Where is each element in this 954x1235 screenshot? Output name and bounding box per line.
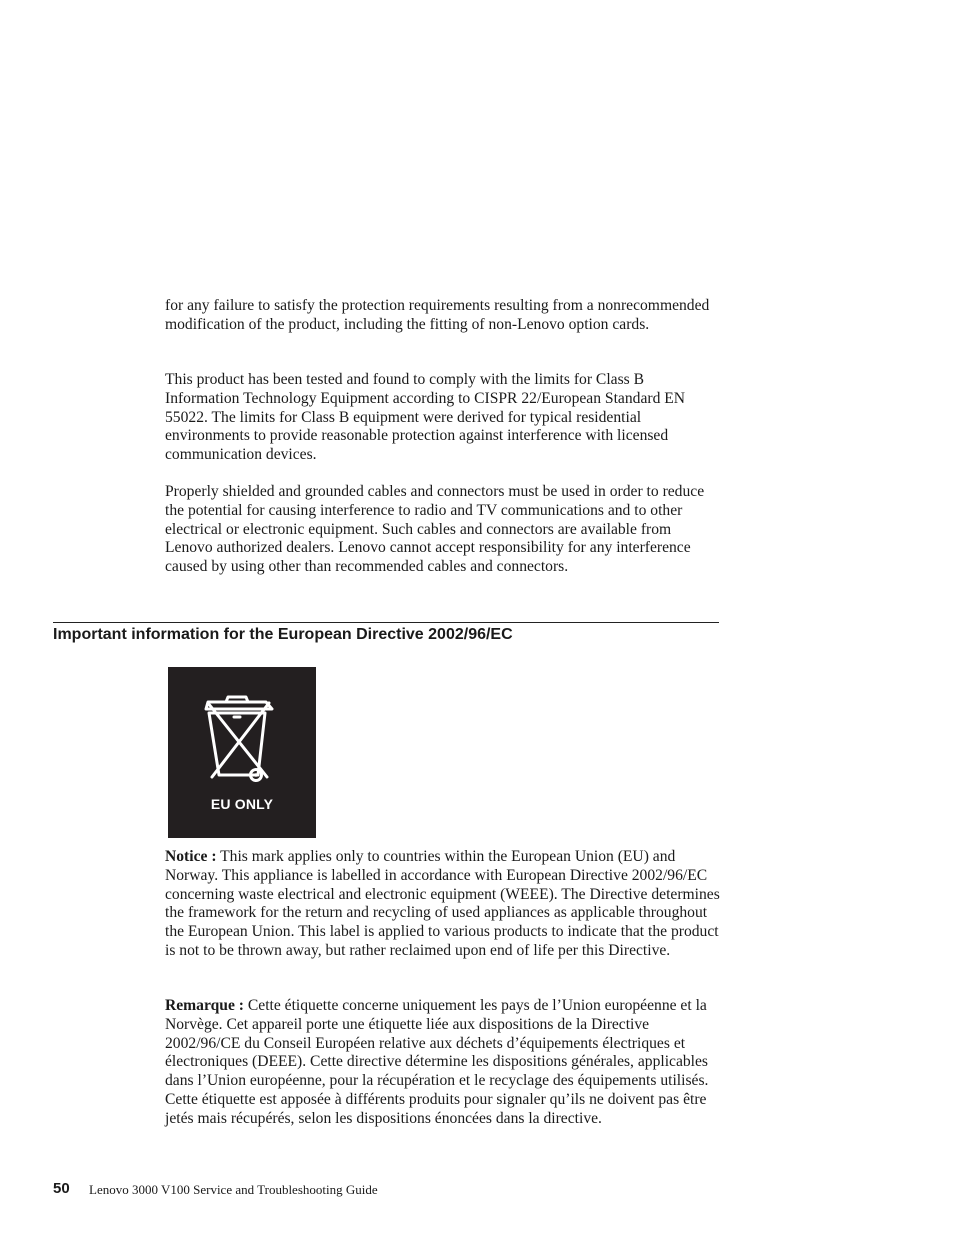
weee-label-image — [168, 667, 316, 838]
paragraph-notice — [165, 848, 721, 961]
page-number: 50 — [53, 1180, 70, 1197]
remarque-text: Cette étiquette concerne uniquement les pays de l’Union européenne et la Norvège. Cet appareil porte une étiquette liée aux dispositions de la Directive 2002/96/CE du Conseil Européen relative aux déchets d’équipements électriques et électroniques (DEEE). Cette directive détermine les dispositions générales, applicables dans l’Union européenne, pour la récupération et le recyclage des équipements utilisés. Cette étiquette est apposée à différents produits pour signaler qu’ils ne doivent pas être jetés mais récupérés, selon les dispositions énoncées dans la directive. — [165, 997, 709, 1127]
eu-only-label: EU ONLY — [210, 796, 274, 812]
paragraph-remarque — [165, 997, 721, 1129]
notice-text: This mark applies only to countries within the European Union (EU) and Norway. This appliance is labelled in accordance with European Directive 2002/96/EC concerning waste electrical and electronic equipment (WEEE). The Directive determines the framework for the return and recycling of used appliances as applicable throughout the European Union. This label is applied to various products to indicate that the product is not to be thrown away, but rather reclaimed upon end of life per this Directive. — [165, 848, 720, 959]
section-divider — [53, 622, 719, 623]
footer-title: Lenovo 3000 V100 Service and Troubleshooting Guide — [89, 1182, 378, 1197]
crossed-out-wheelie-bin-icon — [168, 667, 316, 838]
paragraph-shielded-cables: Properly shielded and grounded cables and connectors must be used in order to reduce the potential for causing interference to radio and TV communications and to other electrical or electronic equipment. Such cables and connectors are available from Lenovo authorized dealers. Lenovo cannot accept responsibility for any interference caused by using other than recommended cables and connectors. — [165, 483, 705, 576]
notice-label: Notice : — [165, 848, 217, 865]
section-heading: Important information for the European Directive 2002/96/EC — [53, 626, 513, 643]
remarque-label: Remarque : — [165, 997, 244, 1014]
paragraph-interference-failure: for any failure to satisfy the protection requirements resulting from a nonrecommended modification of the product, including the fitting of non-Lenovo option cards. — [165, 297, 710, 333]
paragraph-class-b-compliance: This product has been tested and found to comply with the limits for Class B Information Technology Equipment according to CISPR 22/European Standard EN 55022. The limits for Class B equipment were derived for typical residential environments to provide reasonable protection against interference with licensed communication devices. — [165, 371, 686, 464]
